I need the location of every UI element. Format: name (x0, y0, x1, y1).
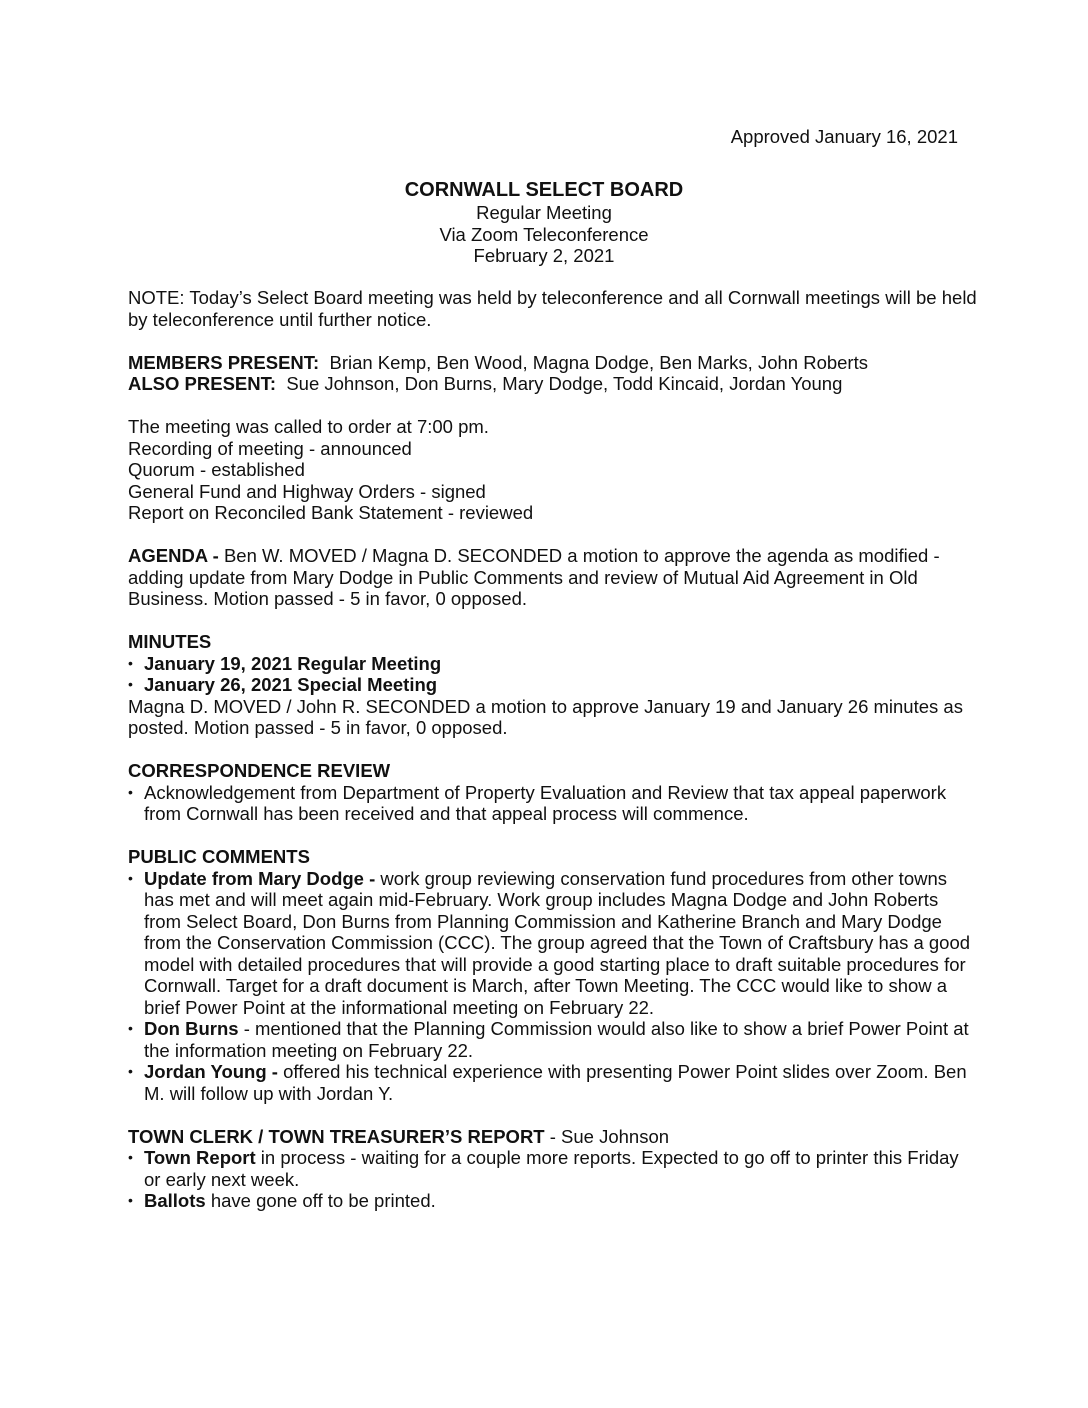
report-item-title: Ballots (144, 1190, 206, 1211)
agenda-label: AGENDA - (128, 545, 219, 566)
comment-text: offered his technical experience with presenting Power Point slides over Zoom. Ben M. will follow up with Jordan Y. (144, 1061, 967, 1104)
minutes-heading: MINUTES (128, 631, 212, 652)
list-item (128, 1190, 978, 1212)
clerk-report-section (128, 1126, 978, 1212)
document-header (0, 178, 1088, 267)
members-present (128, 352, 978, 374)
note-paragraph: NOTE: Today’s Select Board meeting was held by teleconference and all Cornwall meetings will be held by teleconference until further notice. (128, 287, 977, 330)
report-item-title: Town Report (144, 1147, 256, 1168)
public-comments-list (128, 868, 978, 1105)
minutes-section (128, 631, 978, 739)
list-item (128, 1147, 978, 1190)
opening-section (128, 416, 978, 524)
also-present (128, 373, 978, 395)
comment-text: work group reviewing conservation fund procedures from other towns has met and will meet again mid-February. Work group includes Magna Dodge and John Roberts from Select Board, Don Burns from Planning Commission and Katherine Branch and Mary Dodge from the Conservation Commission (CCC). The group agreed that the Town of Craftsbury has a good model with detailed procedures that will provide a good starting place to draft suitable procedures for Cornwall. Target for a draft document is March, after Town Meeting. The CCC would like to show a brief Power Point at the informational meeting on February 22. (144, 867, 971, 1018)
correspondence-section (128, 760, 978, 825)
also-names: Sue Johnson, Don Burns, Mary Dodge, Todd Kincaid, Jordan Young (286, 373, 843, 394)
opening-line: The meeting was called to order at 7:00 pm. (128, 416, 489, 437)
list-item (128, 653, 978, 675)
correspondence-list (128, 782, 978, 825)
opening-line: Report on Reconciled Bank Statement - reviewed (128, 502, 534, 523)
comment-speaker: Don Burns (144, 1018, 239, 1039)
list-item (128, 868, 978, 1019)
correspondence-heading: CORRESPONDENCE REVIEW (128, 760, 391, 781)
public-comments-heading: PUBLIC COMMENTS (128, 846, 310, 867)
agenda-text: Ben W. MOVED / Magna D. SECONDED a motion to approve the agenda as modified - adding update from Mary Dodge in Public Comments and review of Mutual Aid Agreement in Old Business. Motion passed - 5 in favor, 0 opposed. (128, 545, 940, 609)
members-label: MEMBERS PRESENT: (128, 351, 320, 373)
opening-line: General Fund and Highway Orders - signed (128, 480, 486, 502)
comment-speaker: Update from Mary Dodge - (144, 867, 376, 889)
list-item (128, 674, 978, 696)
list-item: • Acknowledgement from Department of Property Evaluation and Review that tax appeal paperwork from Cornwall has been received and that appeal process will commence. (128, 782, 978, 825)
comment-speaker: Jordan Young - (144, 1061, 278, 1082)
members-names: Brian Kemp, Ben Wood, Magna Dodge, Ben Marks, John Roberts (329, 351, 868, 373)
list-item (128, 1061, 978, 1104)
clerk-report-list (128, 1147, 978, 1212)
approval-date: Approved January 16, 2021 (730, 126, 958, 147)
attendance-section (128, 352, 978, 395)
minutes-body (128, 287, 978, 1212)
public-comments-section (128, 846, 978, 1104)
opening-line: Recording of meeting - announced (128, 437, 412, 459)
clerk-report-presenter: - Sue Johnson (544, 1125, 670, 1147)
meeting-date: February 2, 2021 (473, 245, 615, 266)
meeting-type: Regular Meeting (476, 202, 612, 223)
comment-text: - mentioned that the Planning Commission would also like to show a brief Power Point at the information meeting on February 22. (144, 1018, 969, 1061)
clerk-report-heading: TOWN CLERK / TOWN TREASURER’S REPORT (128, 1125, 545, 1147)
minutes-list (128, 653, 978, 696)
minutes-motion: Magna D. MOVED / John R. SECONDED a motion to approve January 19 and January 26 minutes as posted. Motion passed - 5 in favor, 0 opposed. (128, 695, 963, 738)
list-item (128, 1018, 978, 1061)
agenda-section (128, 545, 978, 610)
minutes-item: January 26, 2021 Special Meeting (144, 674, 438, 695)
report-item-text: in process - waiting for a couple more reports. Expected to go off to printer this Friday or early next week. (144, 1147, 959, 1190)
board-title: CORNWALL SELECT BOARD (404, 179, 684, 201)
opening-line: Quorum - established (128, 459, 305, 480)
report-item-text: have gone off to be printed. (205, 1190, 436, 1211)
meeting-venue: Via Zoom Teleconference (439, 223, 649, 245)
minutes-item: January 19, 2021 Regular Meeting (144, 652, 442, 674)
also-label: ALSO PRESENT: (128, 373, 277, 394)
